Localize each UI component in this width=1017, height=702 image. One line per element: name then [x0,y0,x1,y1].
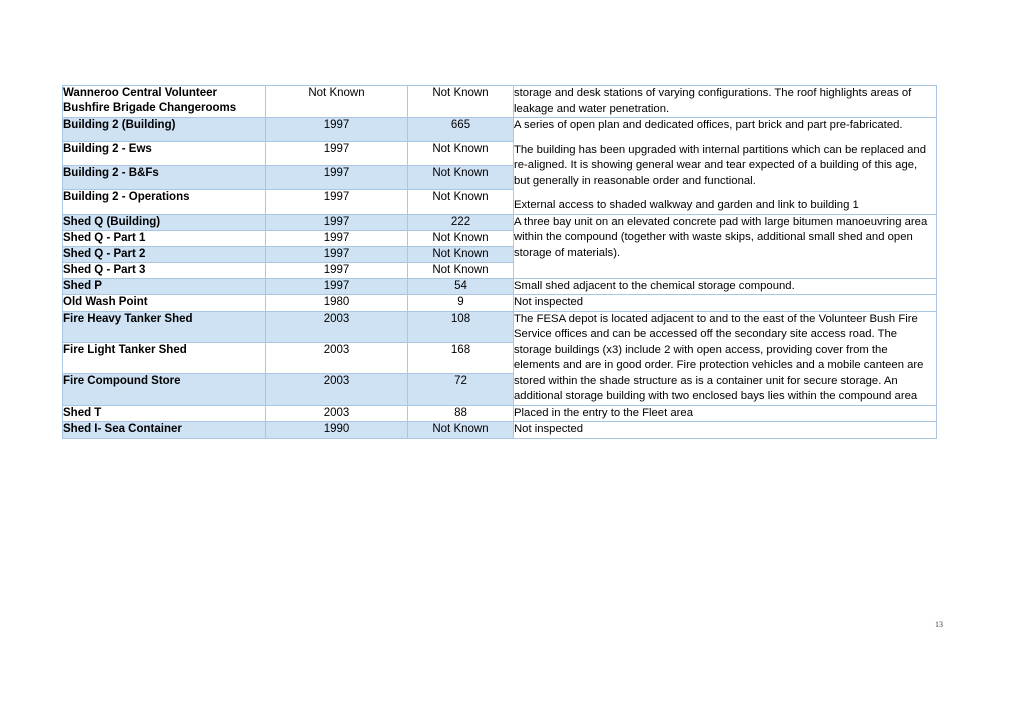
asset-description-cell [514,214,937,278]
asset-area-cell: 72 [408,374,514,405]
asset-area-cell: Not Known [408,190,514,214]
asset-name-cell: Fire Light Tanker Shed [63,342,266,373]
asset-year-cell: 1980 [266,295,408,312]
asset-area-cell: Not Known [408,422,514,439]
asset-description-cell [514,295,937,312]
asset-name-cell: Building 2 - B&Fs [63,166,266,190]
asset-area-cell: Not Known [408,230,514,246]
asset-name-cell: Fire Heavy Tanker Shed [63,311,266,342]
asset-table [62,85,937,439]
description-paragraph: Not inspected [514,423,584,435]
asset-name-cell: Shed P [63,278,266,295]
asset-name-cell: Shed Q (Building) [63,214,266,230]
asset-area-cell: Not Known [408,246,514,262]
asset-name-cell: Shed Q - Part 1 [63,230,266,246]
description-paragraph: The FESA depot is located adjacent to and to the east of the Volunteer Bush Fire Service offices and can be accessed off the secondary site access road. The storage buildings (x3) include 2 with open access, providing cover from the elements and are in good order. Fire protection vehicles and a mobile canteen are stored within the shade structure as is a container unit for secure storage. An additional storage building with two enclosed bays lies within the compound area [514,312,924,402]
asset-name-cell: Shed T [63,405,266,422]
asset-year-cell: 1997 [266,166,408,190]
asset-name-cell: Shed Q - Part 2 [63,246,266,262]
table-row [63,405,937,422]
asset-name-cell: Fire Compound Store [63,374,266,405]
description-paragraph: storage and desk stations of varying configurations. The roof highlights areas of leakage and water penetration. [514,87,912,115]
page-number: 13 [935,620,943,629]
asset-year-cell: 1997 [266,142,408,166]
description-paragraph: The building has been upgraded with internal partitions which can be replaced and re-aligned. It is showing general wear and tear expected of a building of this age, but generally in reasonable order and functional. [514,143,926,187]
asset-table-wrapper [62,85,936,439]
asset-area-cell: Not Known [408,142,514,166]
asset-year-cell: 1997 [266,118,408,142]
asset-year-cell: 1997 [266,230,408,246]
asset-name-cell: Shed I- Sea Container [63,422,266,439]
asset-year-cell: 2003 [266,405,408,422]
description-paragraph: A three bay unit on an elevated concrete pad with large bitumen manoeuvring area within the compound (together with waste skips, additional small shed and open storage of materials). [514,215,928,259]
asset-name-cell: Building 2 - Operations [63,190,266,214]
asset-area-cell: 168 [408,342,514,373]
asset-name-cell: Building 2 - Ews [63,142,266,166]
table-row [63,422,937,439]
asset-year-cell: 1990 [266,422,408,439]
table-row [63,295,937,312]
asset-area-cell: 222 [408,214,514,230]
table-row [63,311,937,342]
description-paragraph: Placed in the entry to the Fleet area [514,406,693,419]
asset-year-cell: 1997 [266,190,408,214]
asset-name-cell: Wanneroo Central Volunteer Bushfire Brigade Changerooms [63,86,266,118]
asset-description-cell [514,86,937,118]
description-paragraph: External access to shaded walkway and garden and link to building 1 [514,199,859,211]
asset-table-body [63,86,937,439]
description-paragraph: Not inspected [514,296,584,308]
asset-year-cell: 2003 [266,374,408,405]
asset-year-cell: Not Known [266,86,408,118]
asset-description-cell [514,278,937,295]
asset-area-cell: Not Known [408,86,514,118]
asset-description-cell [514,422,937,439]
asset-year-cell: 1997 [266,278,408,295]
asset-area-cell: 88 [408,405,514,422]
asset-year-cell: 2003 [266,311,408,342]
asset-year-cell: 1997 [266,262,408,278]
asset-area-cell: Not Known [408,262,514,278]
table-row [63,278,937,295]
asset-description-cell [514,405,937,422]
table-row [63,86,937,118]
description-paragraph: A series of open plan and dedicated offices, part brick and part pre-fabricated. [514,119,903,131]
table-row [63,214,937,230]
description-paragraph: Small shed adjacent to the chemical storage compound. [514,279,795,292]
asset-area-cell: 108 [408,311,514,342]
asset-year-cell: 1997 [266,246,408,262]
table-row [63,118,937,142]
asset-area-cell: 9 [408,295,514,312]
asset-area-cell: 54 [408,278,514,295]
asset-year-cell: 2003 [266,342,408,373]
asset-area-cell: 665 [408,118,514,142]
asset-name-cell: Building 2 (Building) [63,118,266,142]
asset-name-cell: Shed Q - Part 3 [63,262,266,278]
asset-year-cell: 1997 [266,214,408,230]
asset-description-cell [514,118,937,215]
asset-description-cell [514,311,937,405]
asset-area-cell: Not Known [408,166,514,190]
asset-name-cell: Old Wash Point [63,295,266,312]
